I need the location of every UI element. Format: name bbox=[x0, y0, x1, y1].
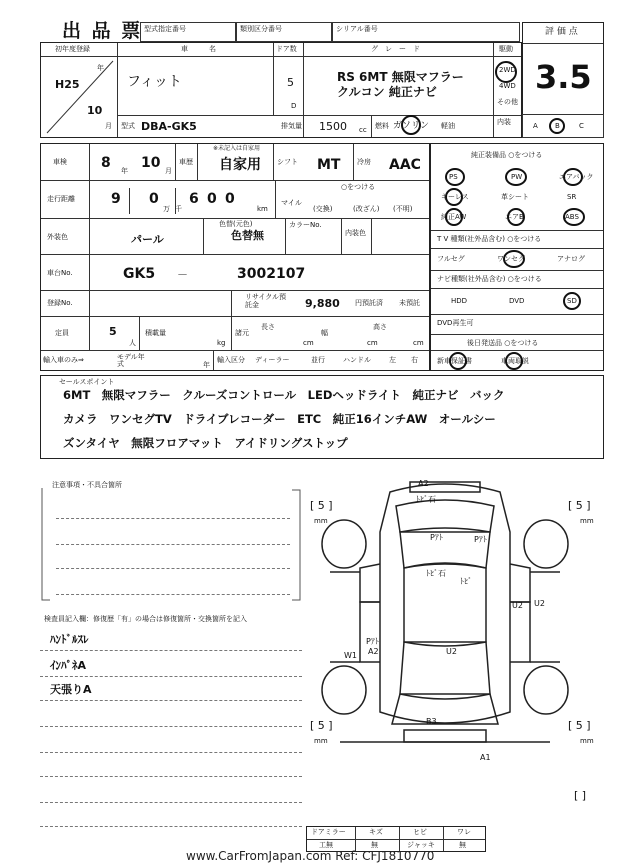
diagram-mark: A2 bbox=[368, 647, 379, 656]
displacement: 1500 bbox=[319, 120, 347, 133]
recycle-fee: 9,880 bbox=[305, 297, 340, 310]
damage-legend: ドアミラー キズ ヒビ ワレ 工無 無 ジャッキ 無 bbox=[306, 826, 486, 852]
interior-grade: A B C bbox=[522, 114, 604, 138]
shift-value: MT bbox=[317, 157, 341, 173]
exterior-color: パール bbox=[131, 233, 164, 246]
rating-score: 3.5 bbox=[535, 58, 592, 96]
sd-circle bbox=[563, 292, 581, 310]
airb-circle bbox=[507, 208, 525, 226]
diagram-mark: W1 bbox=[344, 651, 357, 660]
details-block: 車検 8 年 10 月 車歴 ※未記入は自家用 自家用 シフト MT 冷房 AAC 走行距離 9 0 万 6 0 0 千 km ○をつける マイル (交換) (改ざん) (不明) 外装色 パール 色替(元色) 色替無 カラーNo. 内装色 車台No. GK5 － 3002107 登録No. リサイクル預託金 9,880 円預託済 未預託 定員 5 人 積載量 kg 諸元 長さ cm 幅 cm 高さ cm 輸入車のみ⇒ モデル年式 年 輸入区分 ディーラー 並行 ハンドル 左 右 bbox=[40, 143, 430, 371]
document-title: 出 品 票 bbox=[62, 20, 143, 42]
drive-2wd-circle bbox=[495, 61, 517, 83]
pw-circle bbox=[505, 168, 527, 186]
drive-4wd: 4WD bbox=[499, 82, 516, 90]
diagram-mark: U2 bbox=[512, 601, 523, 610]
grade-line-1: RS 6MT 無限マフラー bbox=[337, 70, 464, 84]
notes-label: 注意事項・不具合箇所 bbox=[52, 481, 122, 489]
notes-bracket bbox=[40, 486, 302, 604]
fuel-gasoline: ガソリン bbox=[393, 121, 430, 131]
note-line-1: ﾊﾝﾄﾞﾙｽﾚ bbox=[50, 633, 89, 646]
chassis-number: 3002107 bbox=[237, 266, 306, 282]
wheel-front-right bbox=[524, 520, 568, 568]
tread-spare: [ ] bbox=[574, 789, 587, 802]
tread-fr: [ 5 ] bbox=[568, 499, 591, 512]
drive-2wd: 2WD bbox=[499, 66, 516, 74]
inspector-label: 検査員記入欄：修復歴「有」の場合は修復箇所・交換箇所を記入 bbox=[44, 615, 247, 623]
diagram-mark: Pｱﾄ bbox=[430, 533, 443, 542]
mileage-digit-4: 0 bbox=[207, 191, 217, 207]
diagram-mark: B3 bbox=[426, 717, 437, 726]
grade-label: グ レ ー ド bbox=[371, 45, 420, 53]
rating-label: 評 価 点 bbox=[545, 27, 578, 37]
doors-value: 5 bbox=[287, 76, 294, 89]
interior-b-circle bbox=[549, 118, 565, 134]
ac-value: AAC bbox=[389, 157, 421, 173]
wheel-rear-right bbox=[524, 666, 568, 714]
color-change: 色替無 bbox=[231, 229, 264, 242]
selling-point-line-1: 6MT 無限マフラー クルーズコントロール LEDヘッドライト 純正ナビ バック bbox=[63, 388, 505, 402]
selling-points-block bbox=[40, 375, 604, 459]
diagram-mark: ﾄﾋﾞ bbox=[460, 577, 472, 586]
inspection-month: 10 bbox=[141, 155, 161, 171]
footer-watermark: www.CarFromJapan.com Ref: CFJ1810770 bbox=[186, 849, 435, 863]
car-name: フィット bbox=[127, 74, 182, 90]
diagram-mark: Pｱﾄ bbox=[474, 535, 487, 544]
note-line-3: 天張りA bbox=[50, 683, 92, 696]
reg-month: 10 bbox=[87, 104, 103, 117]
keyless-circle bbox=[445, 188, 463, 206]
first-reg-label: 初年度登録 bbox=[55, 45, 90, 53]
doors-label: ドア数 bbox=[276, 45, 297, 53]
airbag-circle bbox=[563, 168, 583, 186]
mileage-digit-5: 0 bbox=[225, 191, 235, 207]
note-line-2: ｲﾝﾊﾟﾈA bbox=[50, 659, 87, 672]
chassis-prefix: GK5 bbox=[123, 266, 156, 282]
reg-era-year: H25 bbox=[55, 78, 80, 91]
model-code: DBA-GK5 bbox=[141, 120, 197, 133]
serial-cell: シリアル番号 bbox=[332, 22, 520, 42]
diagram-mark: U2 bbox=[446, 647, 457, 656]
drive-label: 駆動 bbox=[499, 45, 513, 53]
mileage-digit-3: 6 bbox=[189, 191, 199, 207]
grade-line-2: クルコン 純正ナビ bbox=[337, 85, 437, 99]
model-code-cell: 型式指定番号 bbox=[140, 22, 236, 42]
car-outline bbox=[380, 484, 510, 723]
equipment-block: 純正装備品 ○をつける PS PW エアバック キーレス 革シート SR 純正AW エアB ABS T V 種類(社外品含む) ○をつける フルセグ ワンセグ アナログ ナビ種類(社外品含む) ○をつける HDD DVD SD DVD再生可 後日発送品 ○をつける 新車保証書 車両取説 bbox=[430, 143, 604, 371]
oneseg-circle bbox=[503, 250, 525, 268]
car-name-label: 車 名 bbox=[181, 45, 216, 53]
selling-points-label: セールスポイント bbox=[59, 378, 115, 386]
warranty-circle bbox=[449, 352, 467, 370]
abs-circle bbox=[563, 208, 585, 226]
history-value: 自家用 bbox=[219, 157, 261, 173]
fuel-circle bbox=[401, 115, 421, 135]
tread-rl: [ 5 ] bbox=[310, 719, 333, 732]
wheel-rear-left bbox=[322, 666, 366, 714]
tread-fl: [ 5 ] bbox=[310, 499, 333, 512]
diagram-mark: U2 bbox=[534, 599, 545, 608]
inspection-year: 8 bbox=[101, 155, 111, 171]
ps-circle bbox=[445, 168, 465, 186]
aw-circle bbox=[445, 208, 463, 226]
equipment-title: 純正装備品 ○をつける bbox=[471, 151, 543, 159]
wheel-front-left bbox=[322, 520, 366, 568]
diagram-mark: A2 bbox=[418, 479, 429, 488]
mileage-digit-1: 9 bbox=[111, 191, 121, 207]
diagram-mark: A1 bbox=[480, 753, 491, 762]
category-cell: 類別区分番号 bbox=[236, 22, 332, 42]
drive-other: その他 bbox=[497, 98, 518, 106]
car-damage-diagram bbox=[320, 472, 570, 772]
diagram-mark: ﾄﾋﾞ石 bbox=[426, 569, 446, 578]
diagram-mark: Pｱﾄ bbox=[366, 637, 379, 646]
tread-rr: [ 5 ] bbox=[568, 719, 591, 732]
selling-point-line-3: ズンタイヤ 無限フロアマット アイドリングストップ bbox=[63, 436, 348, 450]
diagram-mark: ﾄﾋﾞ石 bbox=[416, 495, 436, 504]
mileage-digit-2: 0 bbox=[149, 191, 159, 207]
car-info-block: 初年度登録 車 名 ドア数 グ レ ー ド 駆動 H25 年 10 月 フィット 5 D RS 6MT 無限マフラー クルコン 純正ナビ 2WD 4WD その他 型式 DBA-GK5 排気量 1500 cc 燃料 ガソリン 軽油 内装 bbox=[40, 42, 522, 138]
capacity: 5 bbox=[109, 325, 117, 338]
selling-point-line-2: カメラ ワンセグTV ドライブレコーダー ETC 純正16インチAW オールシー bbox=[63, 412, 496, 426]
manual-circle bbox=[505, 352, 523, 370]
